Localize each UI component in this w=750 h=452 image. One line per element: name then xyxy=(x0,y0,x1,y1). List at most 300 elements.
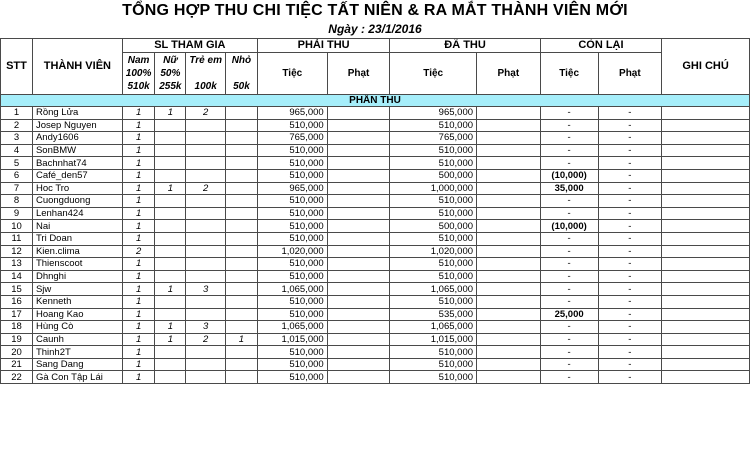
cell-da-thu-phat xyxy=(477,182,541,195)
cell-da-thu-tiec: 500,000 xyxy=(390,220,477,233)
cell-stt: 10 xyxy=(1,220,33,233)
cell-tre-em xyxy=(186,245,226,258)
cell-con-lai-phat: - xyxy=(598,295,662,308)
header-phai-thu-phat: Phạt xyxy=(327,53,390,95)
cell-phai-thu-phat xyxy=(327,195,390,208)
cell-stt: 5 xyxy=(1,157,33,170)
cell-nu: 1 xyxy=(155,333,186,346)
cell-nho: 1 xyxy=(225,333,257,346)
cell-nho xyxy=(225,195,257,208)
cell-stt: 1 xyxy=(1,107,33,120)
cell-nu xyxy=(155,232,186,245)
cell-nho xyxy=(225,308,257,321)
table-row xyxy=(1,220,750,233)
cell-con-lai-phat: - xyxy=(598,321,662,334)
cell-nho xyxy=(225,321,257,334)
summary-table xyxy=(0,38,750,384)
cell-phai-thu-tiec: 510,000 xyxy=(257,169,327,182)
table-row xyxy=(1,283,750,296)
cell-da-thu-phat xyxy=(477,220,541,233)
cell-stt: 6 xyxy=(1,169,33,182)
cell-stt: 3 xyxy=(1,132,33,145)
cell-con-lai-tiec: (10,000) xyxy=(540,169,598,182)
cell-tre-em xyxy=(186,132,226,145)
cell-phai-thu-tiec: 510,000 xyxy=(257,220,327,233)
cell-con-lai-tiec: - xyxy=(540,333,598,346)
cell-da-thu-phat xyxy=(477,119,541,132)
cell-nho xyxy=(225,132,257,145)
cell-da-thu-tiec: 510,000 xyxy=(390,119,477,132)
table-row xyxy=(1,144,750,157)
section-label: PHẦN THU xyxy=(1,95,750,107)
header-da-thu-tiec: Tiệc xyxy=(390,53,477,95)
cell-nho xyxy=(225,220,257,233)
cell-da-thu-phat xyxy=(477,321,541,334)
cell-da-thu-tiec: 535,000 xyxy=(390,308,477,321)
cell-phai-thu-phat xyxy=(327,245,390,258)
cell-con-lai-phat: - xyxy=(598,207,662,220)
cell-da-thu-phat xyxy=(477,144,541,157)
cell-da-thu-tiec: 510,000 xyxy=(390,207,477,220)
cell-nu xyxy=(155,220,186,233)
cell-tre-em: 3 xyxy=(186,283,226,296)
cell-nu: 1 xyxy=(155,182,186,195)
cell-phai-thu-phat xyxy=(327,207,390,220)
cell-member-name: Nai xyxy=(32,220,122,233)
cell-nu xyxy=(155,295,186,308)
cell-con-lai-phat: - xyxy=(598,371,662,384)
cell-member-name: Hùng Cò xyxy=(32,321,122,334)
cell-tre-em xyxy=(186,144,226,157)
header-sl-tham-gia: SL THAM GIA xyxy=(122,39,257,53)
cell-ghi-chu xyxy=(662,308,750,321)
cell-member-name: SonBMW xyxy=(32,144,122,157)
cell-member-name: Sjw xyxy=(32,283,122,296)
sheet-title: TỔNG HỢP THU CHI TIỆC TẤT NIÊN & RA MẮT THÀNH VIÊN MỚI xyxy=(122,2,628,19)
cell-stt: 13 xyxy=(1,258,33,271)
cell-con-lai-phat: - xyxy=(598,333,662,346)
cell-nho xyxy=(225,371,257,384)
cell-stt: 14 xyxy=(1,270,33,283)
cell-da-thu-tiec: 1,065,000 xyxy=(390,283,477,296)
cell-member-name: Kenneth xyxy=(32,295,122,308)
cell-phai-thu-phat xyxy=(327,144,390,157)
cell-phai-thu-tiec: 965,000 xyxy=(257,182,327,195)
cell-ghi-chu xyxy=(662,258,750,271)
cell-nho xyxy=(225,295,257,308)
header-tre-em: Trẻ em 100k xyxy=(186,53,226,95)
cell-nam: 1 xyxy=(122,119,155,132)
cell-tre-em xyxy=(186,308,226,321)
cell-da-thu-tiec: 510,000 xyxy=(390,157,477,170)
cell-con-lai-phat: - xyxy=(598,132,662,145)
header-stt: STT xyxy=(1,39,33,95)
cell-nu xyxy=(155,258,186,271)
cell-stt: 7 xyxy=(1,182,33,195)
cell-phai-thu-tiec: 510,000 xyxy=(257,270,327,283)
cell-da-thu-phat xyxy=(477,169,541,182)
cell-ghi-chu xyxy=(662,358,750,371)
cell-nho xyxy=(225,283,257,296)
cell-con-lai-phat: - xyxy=(598,107,662,120)
cell-nu xyxy=(155,358,186,371)
cell-ghi-chu xyxy=(662,207,750,220)
cell-con-lai-tiec: 25,000 xyxy=(540,308,598,321)
header-nho: Nhỏ 50k xyxy=(225,53,257,95)
cell-ghi-chu xyxy=(662,295,750,308)
cell-con-lai-tiec: - xyxy=(540,195,598,208)
cell-con-lai-tiec: - xyxy=(540,295,598,308)
cell-ghi-chu xyxy=(662,182,750,195)
cell-phai-thu-tiec: 510,000 xyxy=(257,371,327,384)
table-row xyxy=(1,321,750,334)
cell-member-name: Cuongduong xyxy=(32,195,122,208)
cell-phai-thu-tiec: 510,000 xyxy=(257,232,327,245)
cell-con-lai-tiec: - xyxy=(540,144,598,157)
cell-stt: 11 xyxy=(1,232,33,245)
cell-phai-thu-phat xyxy=(327,295,390,308)
cell-da-thu-tiec: 965,000 xyxy=(390,107,477,120)
cell-con-lai-tiec: - xyxy=(540,107,598,120)
cell-da-thu-phat xyxy=(477,270,541,283)
cell-con-lai-tiec: - xyxy=(540,270,598,283)
cell-phai-thu-phat xyxy=(327,182,390,195)
cell-stt: 18 xyxy=(1,321,33,334)
cell-phai-thu-tiec: 765,000 xyxy=(257,132,327,145)
cell-con-lai-tiec: - xyxy=(540,258,598,271)
cell-con-lai-phat: - xyxy=(598,245,662,258)
sheet-date: Ngày : 23/1/2016 xyxy=(328,22,422,36)
table-row xyxy=(1,308,750,321)
cell-con-lai-tiec: - xyxy=(540,283,598,296)
cell-con-lai-phat: - xyxy=(598,358,662,371)
cell-phai-thu-phat xyxy=(327,258,390,271)
header-da-thu-phat: Phạt xyxy=(477,53,541,95)
cell-nu xyxy=(155,207,186,220)
cell-tre-em xyxy=(186,270,226,283)
cell-phai-thu-tiec: 510,000 xyxy=(257,358,327,371)
header-member: THÀNH VIÊN xyxy=(32,39,122,95)
cell-phai-thu-phat xyxy=(327,270,390,283)
cell-phai-thu-tiec: 1,020,000 xyxy=(257,245,327,258)
cell-stt: 2 xyxy=(1,119,33,132)
table-row xyxy=(1,358,750,371)
cell-da-thu-tiec: 510,000 xyxy=(390,195,477,208)
cell-nam: 1 xyxy=(122,346,155,359)
cell-phai-thu-phat xyxy=(327,107,390,120)
cell-phai-thu-phat xyxy=(327,169,390,182)
cell-ghi-chu xyxy=(662,119,750,132)
header-phai-thu-tiec: Tiệc xyxy=(257,53,327,95)
cell-stt: 22 xyxy=(1,371,33,384)
cell-da-thu-tiec: 1,065,000 xyxy=(390,321,477,334)
cell-da-thu-tiec: 510,000 xyxy=(390,144,477,157)
cell-stt: 15 xyxy=(1,283,33,296)
table-row xyxy=(1,258,750,271)
cell-ghi-chu xyxy=(662,157,750,170)
cell-member-name: Thinh2T xyxy=(32,346,122,359)
cell-nho xyxy=(225,119,257,132)
cell-stt: 16 xyxy=(1,295,33,308)
cell-nam: 1 xyxy=(122,358,155,371)
cell-ghi-chu xyxy=(662,132,750,145)
cell-phai-thu-phat xyxy=(327,371,390,384)
cell-nam: 1 xyxy=(122,195,155,208)
cell-nu xyxy=(155,346,186,359)
cell-tre-em xyxy=(186,346,226,359)
cell-nho xyxy=(225,144,257,157)
cell-nu xyxy=(155,119,186,132)
cell-da-thu-tiec: 500,000 xyxy=(390,169,477,182)
header-nu: Nữ 50% 255k xyxy=(155,53,186,95)
cell-nu xyxy=(155,245,186,258)
cell-da-thu-phat xyxy=(477,333,541,346)
header-con-lai-phat: Phạt xyxy=(598,53,662,95)
table-row xyxy=(1,346,750,359)
cell-phai-thu-tiec: 510,000 xyxy=(257,144,327,157)
table-row xyxy=(1,195,750,208)
table-row xyxy=(1,119,750,132)
cell-con-lai-phat: - xyxy=(598,157,662,170)
cell-nam: 1 xyxy=(122,371,155,384)
cell-nu xyxy=(155,270,186,283)
cell-da-thu-tiec: 510,000 xyxy=(390,371,477,384)
cell-phai-thu-tiec: 1,015,000 xyxy=(257,333,327,346)
cell-phai-thu-phat xyxy=(327,157,390,170)
cell-nam: 1 xyxy=(122,295,155,308)
cell-member-name: Caunh xyxy=(32,333,122,346)
table-row xyxy=(1,333,750,346)
cell-member-name: Gà Con Tập Lái xyxy=(32,371,122,384)
cell-tre-em xyxy=(186,232,226,245)
table-row xyxy=(1,132,750,145)
cell-da-thu-tiec: 510,000 xyxy=(390,258,477,271)
cell-member-name: Josep Nguyen xyxy=(32,119,122,132)
cell-nam: 1 xyxy=(122,258,155,271)
cell-nu xyxy=(155,157,186,170)
cell-nu xyxy=(155,371,186,384)
cell-nam: 1 xyxy=(122,207,155,220)
cell-phai-thu-phat xyxy=(327,333,390,346)
cell-phai-thu-tiec: 1,065,000 xyxy=(257,321,327,334)
cell-ghi-chu xyxy=(662,107,750,120)
cell-nu: 1 xyxy=(155,283,186,296)
cell-phai-thu-phat xyxy=(327,346,390,359)
cell-nam: 2 xyxy=(122,245,155,258)
cell-phai-thu-tiec: 510,000 xyxy=(257,207,327,220)
cell-stt: 4 xyxy=(1,144,33,157)
cell-con-lai-phat: - xyxy=(598,220,662,233)
cell-nho xyxy=(225,270,257,283)
cell-nho xyxy=(225,182,257,195)
cell-nu xyxy=(155,132,186,145)
cell-da-thu-phat xyxy=(477,107,541,120)
cell-member-name: Andy1606 xyxy=(32,132,122,145)
cell-con-lai-tiec: - xyxy=(540,132,598,145)
table-row xyxy=(1,207,750,220)
cell-da-thu-tiec: 510,000 xyxy=(390,346,477,359)
section-row xyxy=(1,95,750,107)
cell-ghi-chu xyxy=(662,195,750,208)
cell-nho xyxy=(225,258,257,271)
table-row xyxy=(1,157,750,170)
cell-nam: 1 xyxy=(122,333,155,346)
cell-member-name: Lenhan424 xyxy=(32,207,122,220)
cell-phai-thu-phat xyxy=(327,220,390,233)
cell-da-thu-phat xyxy=(477,245,541,258)
cell-phai-thu-tiec: 965,000 xyxy=(257,107,327,120)
cell-da-thu-tiec: 765,000 xyxy=(390,132,477,145)
cell-phai-thu-tiec: 1,065,000 xyxy=(257,283,327,296)
table-row xyxy=(1,245,750,258)
cell-con-lai-tiec: - xyxy=(540,119,598,132)
header-da-thu: ĐÃ THU xyxy=(390,39,540,53)
cell-da-thu-phat xyxy=(477,295,541,308)
cell-stt: 8 xyxy=(1,195,33,208)
cell-nam: 1 xyxy=(122,144,155,157)
cell-phai-thu-phat xyxy=(327,358,390,371)
cell-tre-em xyxy=(186,371,226,384)
cell-phai-thu-tiec: 510,000 xyxy=(257,346,327,359)
cell-da-thu-phat xyxy=(477,258,541,271)
header-con-lai-tiec: Tiệc xyxy=(540,53,598,95)
cell-nam: 1 xyxy=(122,270,155,283)
cell-nho xyxy=(225,157,257,170)
cell-da-thu-tiec: 510,000 xyxy=(390,295,477,308)
cell-tre-em xyxy=(186,358,226,371)
cell-nho xyxy=(225,245,257,258)
cell-member-name: Rồng Lửa xyxy=(32,107,122,120)
cell-member-name: Dhnghi xyxy=(32,270,122,283)
cell-da-thu-phat xyxy=(477,308,541,321)
cell-tre-em xyxy=(186,295,226,308)
cell-stt: 21 xyxy=(1,358,33,371)
cell-member-name: Hoang Kao xyxy=(32,308,122,321)
cell-phai-thu-tiec: 510,000 xyxy=(257,258,327,271)
cell-con-lai-tiec: - xyxy=(540,346,598,359)
cell-phai-thu-phat xyxy=(327,119,390,132)
cell-da-thu-tiec: 1,000,000 xyxy=(390,182,477,195)
cell-member-name: Café_den57 xyxy=(32,169,122,182)
cell-phai-thu-tiec: 510,000 xyxy=(257,157,327,170)
header-con-lai: CÒN LẠI xyxy=(540,39,662,53)
cell-tre-em xyxy=(186,169,226,182)
cell-member-name: Bachnhat74 xyxy=(32,157,122,170)
cell-ghi-chu xyxy=(662,371,750,384)
cell-da-thu-phat xyxy=(477,157,541,170)
cell-con-lai-tiec: - xyxy=(540,232,598,245)
cell-nho xyxy=(225,232,257,245)
cell-nho xyxy=(225,207,257,220)
cell-da-thu-phat xyxy=(477,232,541,245)
cell-con-lai-phat: - xyxy=(598,283,662,296)
cell-con-lai-phat: - xyxy=(598,232,662,245)
cell-nu: 1 xyxy=(155,321,186,334)
cell-con-lai-tiec: - xyxy=(540,157,598,170)
cell-ghi-chu xyxy=(662,346,750,359)
cell-tre-em xyxy=(186,157,226,170)
cell-member-name: Kien.clima xyxy=(32,245,122,258)
cell-da-thu-phat xyxy=(477,358,541,371)
cell-phai-thu-tiec: 510,000 xyxy=(257,308,327,321)
cell-ghi-chu xyxy=(662,220,750,233)
cell-con-lai-phat: - xyxy=(598,195,662,208)
cell-phai-thu-phat xyxy=(327,308,390,321)
cell-member-name: Thienscoot xyxy=(32,258,122,271)
cell-con-lai-tiec: - xyxy=(540,207,598,220)
cell-nam: 1 xyxy=(122,232,155,245)
table-row xyxy=(1,295,750,308)
cell-ghi-chu xyxy=(662,321,750,334)
table-row xyxy=(1,371,750,384)
cell-nam: 1 xyxy=(122,321,155,334)
cell-stt: 20 xyxy=(1,346,33,359)
cell-ghi-chu xyxy=(662,169,750,182)
cell-da-thu-tiec: 1,020,000 xyxy=(390,245,477,258)
header-nam: Nam 100% 510k xyxy=(122,53,155,95)
cell-nam: 1 xyxy=(122,132,155,145)
cell-phai-thu-tiec: 510,000 xyxy=(257,119,327,132)
cell-nam: 1 xyxy=(122,308,155,321)
cell-stt: 19 xyxy=(1,333,33,346)
cell-con-lai-tiec: - xyxy=(540,245,598,258)
cell-phai-thu-phat xyxy=(327,132,390,145)
cell-ghi-chu xyxy=(662,245,750,258)
cell-ghi-chu xyxy=(662,232,750,245)
cell-con-lai-tiec: - xyxy=(540,371,598,384)
cell-da-thu-tiec: 510,000 xyxy=(390,358,477,371)
cell-phai-thu-phat xyxy=(327,232,390,245)
cell-tre-em xyxy=(186,195,226,208)
cell-con-lai-phat: - xyxy=(598,258,662,271)
cell-stt: 9 xyxy=(1,207,33,220)
cell-ghi-chu xyxy=(662,283,750,296)
cell-nu xyxy=(155,144,186,157)
cell-da-thu-phat xyxy=(477,346,541,359)
cell-nu: 1 xyxy=(155,107,186,120)
cell-tre-em xyxy=(186,258,226,271)
cell-ghi-chu xyxy=(662,270,750,283)
cell-member-name: Tri Doan xyxy=(32,232,122,245)
cell-da-thu-phat xyxy=(477,132,541,145)
cell-con-lai-phat: - xyxy=(598,308,662,321)
table-row xyxy=(1,232,750,245)
cell-phai-thu-tiec: 510,000 xyxy=(257,295,327,308)
header-phai-thu: PHẢI THU xyxy=(257,39,389,53)
cell-nam: 1 xyxy=(122,182,155,195)
cell-tre-em: 3 xyxy=(186,321,226,334)
cell-nu xyxy=(155,169,186,182)
cell-tre-em xyxy=(186,220,226,233)
cell-con-lai-phat: - xyxy=(598,119,662,132)
cell-nam: 1 xyxy=(122,220,155,233)
cell-con-lai-tiec: - xyxy=(540,321,598,334)
cell-nam: 1 xyxy=(122,107,155,120)
cell-tre-em: 2 xyxy=(186,182,226,195)
table-row xyxy=(1,107,750,120)
cell-nho xyxy=(225,358,257,371)
cell-tre-em xyxy=(186,119,226,132)
cell-ghi-chu xyxy=(662,333,750,346)
cell-nam: 1 xyxy=(122,169,155,182)
table-row xyxy=(1,169,750,182)
cell-con-lai-phat: - xyxy=(598,169,662,182)
cell-nam: 1 xyxy=(122,283,155,296)
cell-phai-thu-phat xyxy=(327,321,390,334)
cell-nu xyxy=(155,308,186,321)
cell-da-thu-phat xyxy=(477,283,541,296)
cell-con-lai-tiec: 35,000 xyxy=(540,182,598,195)
